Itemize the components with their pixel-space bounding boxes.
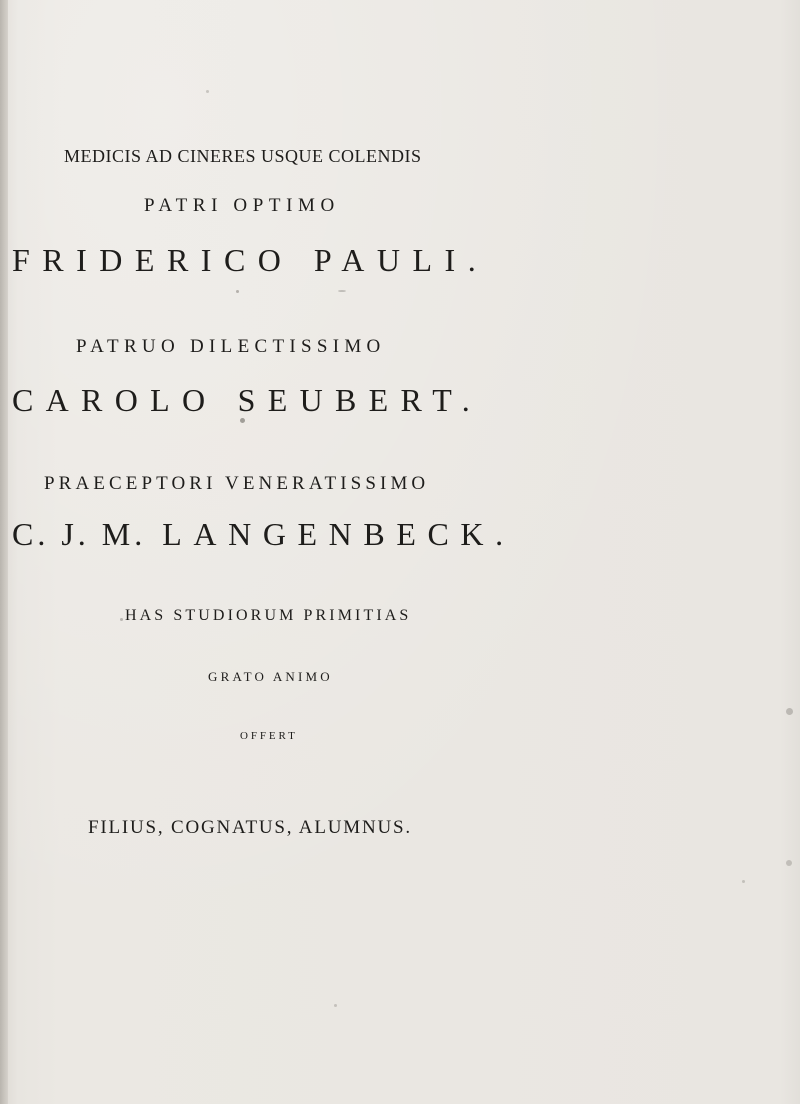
- dedication-line-6: PRAECEPTORI VENERATISSIMO: [44, 473, 430, 494]
- dedication-line-2: PATRI OPTIMO: [144, 195, 340, 216]
- paper-speck: [338, 290, 346, 292]
- dedication-line-8: HAS STUDIORUM PRIMITIAS: [125, 607, 412, 624]
- paper-speck: [742, 880, 745, 883]
- paper-speck: [786, 860, 792, 866]
- dedication-line-10: OFFERT: [240, 730, 298, 742]
- dedicatee-name-3: [12, 518, 515, 550]
- paper-speck: [786, 708, 793, 715]
- dedication-signature: FILIUS, COGNATUS, ALUMNUS.: [88, 817, 412, 838]
- page-spine-edge: [0, 0, 8, 1104]
- dedicatee-initials: C. J. M.: [12, 516, 147, 552]
- dedication-line-1: MEDICIS AD CINERES USQUE COLENDIS: [64, 146, 422, 166]
- dedicatee-name-1: FRIDERICO PAULI.: [12, 242, 489, 278]
- paper-speck: [236, 290, 239, 293]
- dedicatee-surname: LANGENBECK.: [162, 516, 515, 552]
- paper-speck: [120, 618, 123, 621]
- dedication-line-4: PATRUO DILECTISSIMO: [76, 336, 386, 357]
- paper-speck: [240, 418, 245, 423]
- paper-speck: [206, 90, 209, 93]
- paper-speck: [334, 1004, 337, 1007]
- dedication-line-9: GRATO ANIMO: [208, 669, 333, 684]
- dedicatee-name-2: CAROLO SEUBERT.: [12, 382, 482, 418]
